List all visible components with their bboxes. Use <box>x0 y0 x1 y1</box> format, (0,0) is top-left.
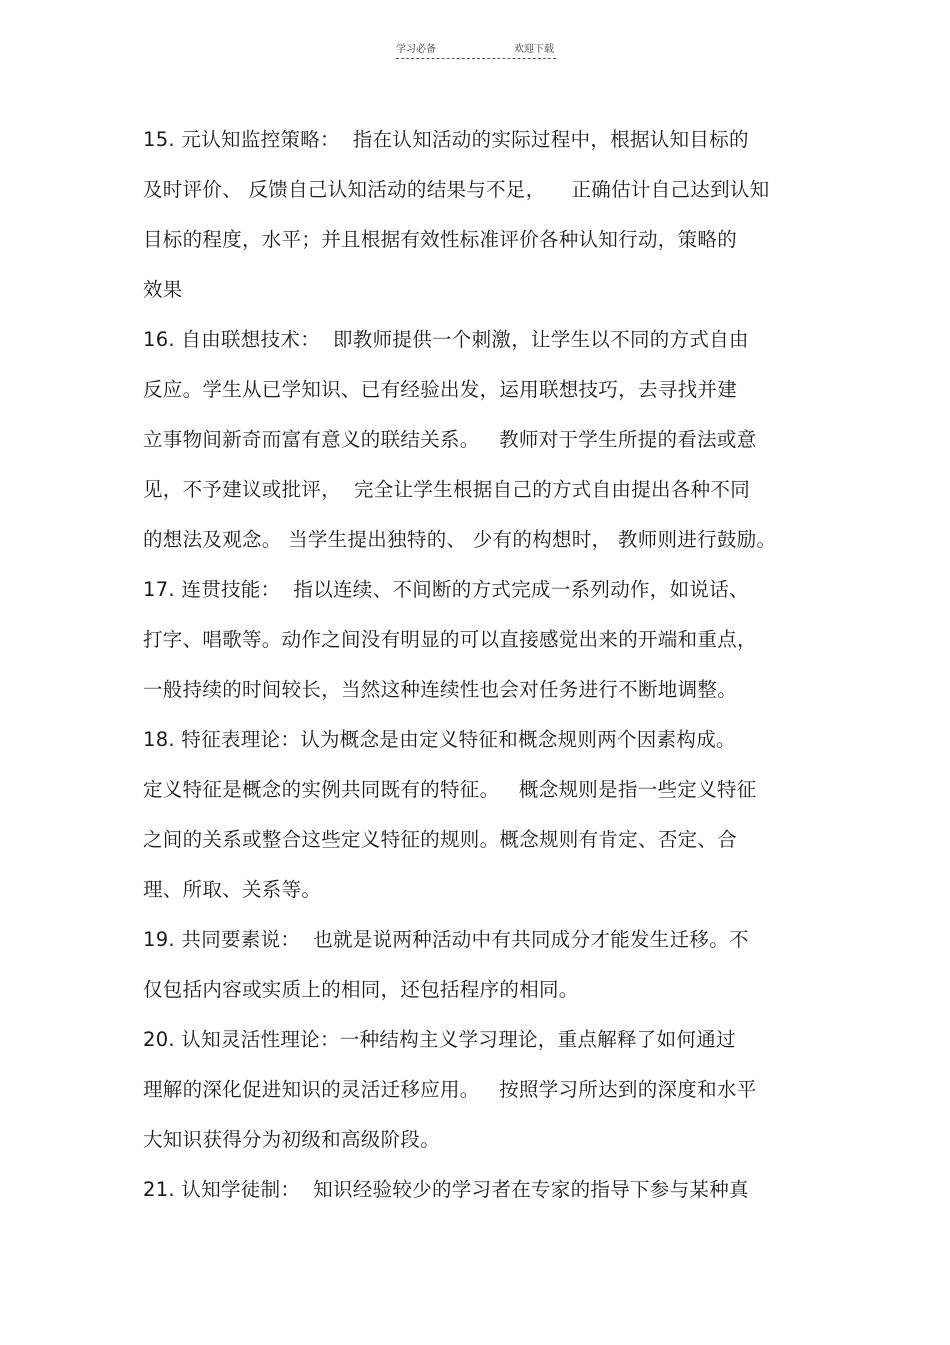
text-line: 16. 自由联想技术： 即教师提供一个刺激，让学生以不同的方式自由 <box>143 328 749 351</box>
text-line: 大知识获得分为初级和高级阶段。 <box>143 1128 441 1151</box>
text-line: 的想法及观念。 当学生提出独特的、 少有的构想时， 教师则进行鼓励。 <box>143 528 777 551</box>
text-line: 21. 认知学徒制： 知识经验较少的学习者在专家的指导下参与某种真 <box>143 1178 749 1201</box>
text-line: 目标的程度，水平；并且根据有效性标准评价各种认知行动，策略的 <box>143 228 738 251</box>
text-line: 打字、唱歌等。动作之间没有明显的可以直接感觉出来的开端和重点， <box>143 628 757 651</box>
text-line: 定义特征是概念的实例共同既有的特征。 概念规则是指一些定义特征 <box>143 778 757 801</box>
text-line: 一般持续的时间较长，当然这种连续性也会对任务进行不断地调整。 <box>143 678 738 701</box>
text-line: 20. 认知灵活性理论：一种结构主义学习理论，重点解释了如何通过 <box>143 1028 736 1051</box>
text-line: 理解的深化促进知识的灵活迁移应用。 按照学习所达到的深度和水平 <box>143 1078 757 1101</box>
text-line: 17. 连贯技能： 指以连续、不间断的方式完成一系列动作，如说话、 <box>143 578 749 601</box>
text-line: 及时评价、 反馈自己认知活动的结果与不足， 正确估计自己达到认知 <box>143 178 770 201</box>
text-line: 理、所取、关系等。 <box>143 878 322 901</box>
page-header <box>396 40 556 59</box>
text-line: 立事物间新奇而富有意义的联结关系。 教师对于学生所提的看法或意 <box>143 428 757 451</box>
text-line: 之间的关系或整合这些定义特征的规则。概念规则有肯定、否定、合 <box>143 828 738 851</box>
text-line: 效果 <box>143 278 183 301</box>
text-line: 18. 特征表理论：认为概念是由定义特征和概念规则两个因素构成。 <box>143 728 736 751</box>
header-right-text: 欢迎下载 <box>514 44 554 55</box>
text-line: 仅包括内容或实质上的相同，还包括程序的相同。 <box>143 978 579 1001</box>
text-line: 15. 元认知监控策略： 指在认知活动的实际过程中，根据认知目标的 <box>143 128 749 151</box>
text-line: 反应。学生从已学知识、已有经验出发，运用联想技巧，去寻找并建 <box>143 378 738 401</box>
text-line: 19. 共同要素说： 也就是说两种活动中有共同成分才能发生迁移。不 <box>143 928 749 951</box>
text-line: 见，不予建议或批评， 完全让学生根据自己的方式自由提出各种不同 <box>143 478 750 501</box>
header-left-text: 学习必备 <box>396 44 436 55</box>
